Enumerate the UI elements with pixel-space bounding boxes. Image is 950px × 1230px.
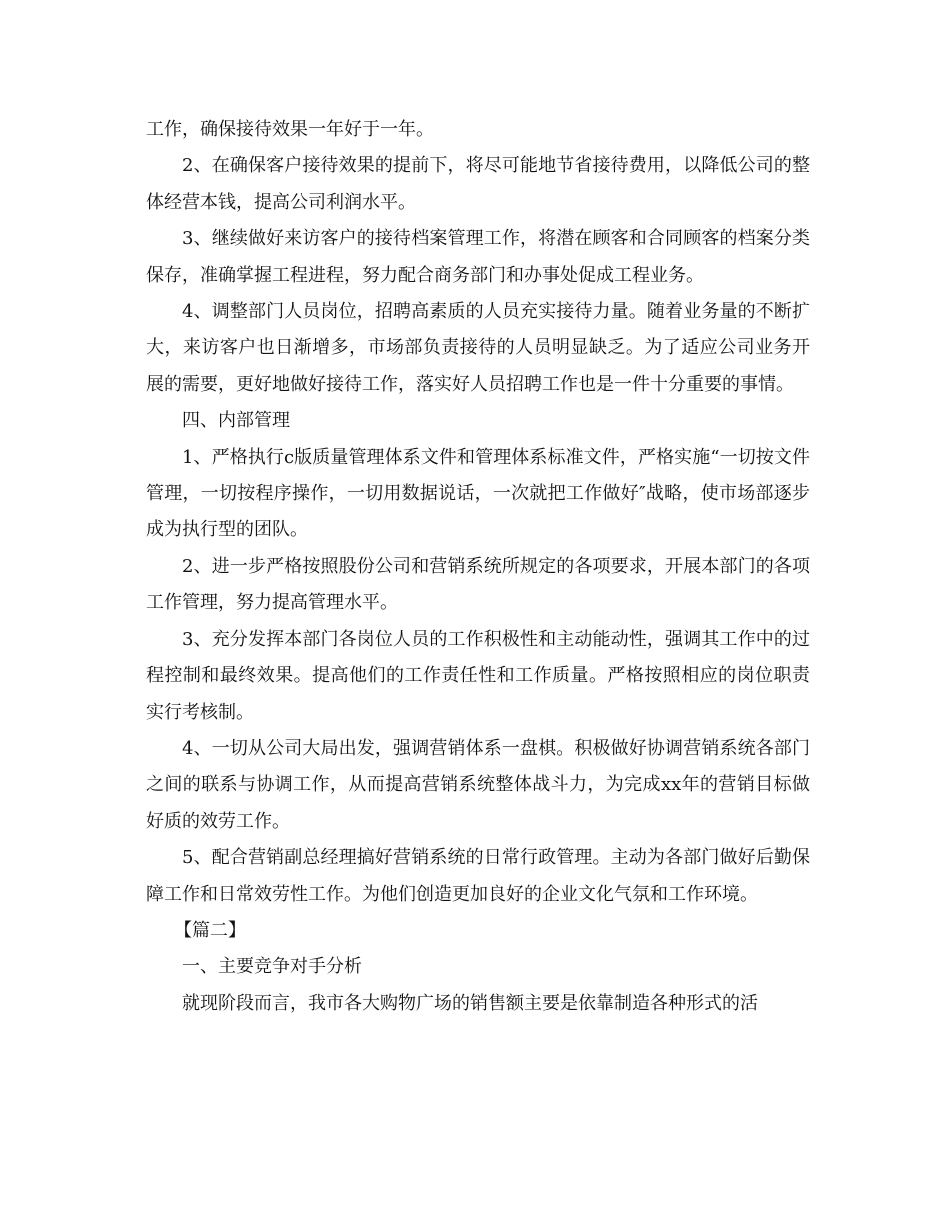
- paragraph: 4、调整部门人员岗位，招聘高素质的人员充实接待力量。随着业务量的不断扩大，来访客户也日渐增多，市场部负责接待的人员明显缺乏。为了适应公司业务开展的需要，更好地做好接待工作，落实好人员招聘工作也是一件十分重要的事情。: [146, 301, 810, 395]
- paragraph: 2、在确保客户接待效果的提前下，将尽可能地节省接待费用，以降低公司的整体经营本钱，提高公司利润水平。: [146, 155, 810, 213]
- chapter-heading: 【篇二】: [174, 919, 246, 941]
- paragraph: 3、充分发挥本部门各岗位人员的工作积极性和主动能动性，强调其工作中的过程控制和最终效果。提高他们的工作责任性和工作质量。严格按照相应的岗位职责实行考核制。: [146, 628, 810, 723]
- paragraph: 1、严格执行c版质量管理体系文件和管理体系标准文件，严格实施“一切按文件管理，一切按程序操作，一切用数据说话，一次就把工作做好″战略，使市场部逐步成为执行型的团队。: [146, 446, 810, 541]
- paragraph: 3、继续做好来访客户的接待档案管理工作，将潜在顾客和合同顾客的档案分类保存，准确掌握工程进程，努力配合商务部门和办事处促成工程业务。: [146, 228, 810, 286]
- paragraph: 2、进一步严格按照股份公司和营销系统所规定的各项要求，开展本部门的各项工作管理，努力提高管理水平。: [146, 555, 810, 614]
- paragraph: 工作，确保接待效果一年好于一年。: [146, 119, 434, 140]
- section-heading: 一、主要竞争对手分析: [182, 956, 362, 978]
- paragraph: 5、配合营销副总经理搞好营销系统的日常行政管理。主动为各部门做好后勤保障工作和日常效劳性工作。为他们创造更加良好的企业文化气氛和工作环境。: [146, 847, 810, 905]
- document-body: [146, 112, 810, 1022]
- paragraph: 4、一切从公司大局出发，强调营销体系一盘棋。积极做好协调营销系统各部门之间的联系与协调工作，从而提高营销系统整体战斗力，为完成xx年的营销目标做好质的效劳工作。: [146, 737, 810, 832]
- section-heading: 四、内部管理: [182, 410, 290, 432]
- paragraph: 就现阶段而言，我市各大购物广场的销售额主要是依靠制造各种形式的活: [182, 992, 758, 1014]
